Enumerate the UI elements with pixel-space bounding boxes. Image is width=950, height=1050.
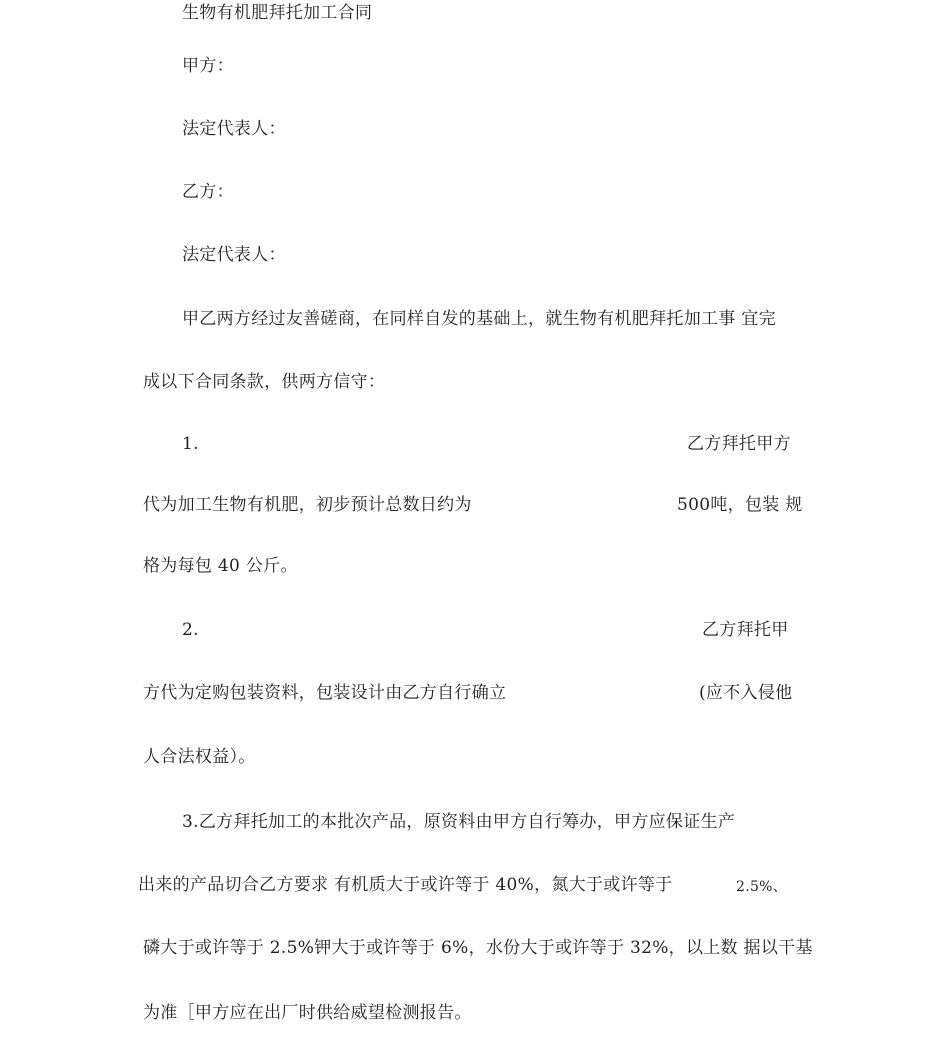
- clause-2-line-1-right: 乙方拜托甲: [702, 620, 789, 640]
- clause-2-number: 2.: [182, 620, 199, 640]
- intro-line-1: 甲乙两方经过友善磋商，在同样自发的基础上，就生物有机肥拜托加工事 宜完: [182, 309, 776, 329]
- clause-1-line-1-right: 乙方拜托甲方: [687, 434, 791, 454]
- clause-3-line-4: 为准［甲方应在出厂时供给威望检测报告。: [143, 1003, 472, 1023]
- clause-1-number: 1.: [182, 434, 199, 454]
- clause-2-line-2-left: 方代为定购包装资料，包装设计由乙方自行确立: [143, 683, 507, 703]
- intro-line-2: 成以下合同条款，供两方信守：: [143, 372, 386, 392]
- party-b-label: 乙方：: [182, 182, 234, 202]
- clause-3-line-2-left: 出来的产品切合乙方要求 有机质大于或许等于 40%，氮大于或许等于: [138, 875, 673, 895]
- clause-3-line-2-right: 2.5%、: [736, 879, 788, 895]
- clause-2-line-2-right: (应不入侵他: [699, 683, 793, 703]
- document-title: 生物有机肥拜托加工合同: [182, 3, 373, 23]
- clause-3-line-1: 3.乙方拜托加工的本批次产品，原资料由甲方自行筹办，甲方应保证生产: [182, 812, 736, 832]
- clause-3-line-3: 磷大于或许等于 2.5%钾大于或许等于 6%，水份大于或许等于 32%，以上数 据以干基: [143, 938, 813, 958]
- clause-1-line-2-left: 代为加工生物有机肥，初步预计总数日约为: [143, 495, 472, 515]
- clause-2-line-3: 人合法权益）。: [143, 747, 256, 767]
- party-b-representative-label: 法定代表人：: [182, 245, 286, 265]
- party-a-representative-label: 法定代表人：: [182, 119, 286, 139]
- clause-1-line-2-right: 500吨，包装 规: [677, 495, 803, 515]
- party-a-label: 甲方：: [182, 56, 234, 76]
- clause-1-line-3: 格为每包 40 公斤。: [143, 556, 298, 576]
